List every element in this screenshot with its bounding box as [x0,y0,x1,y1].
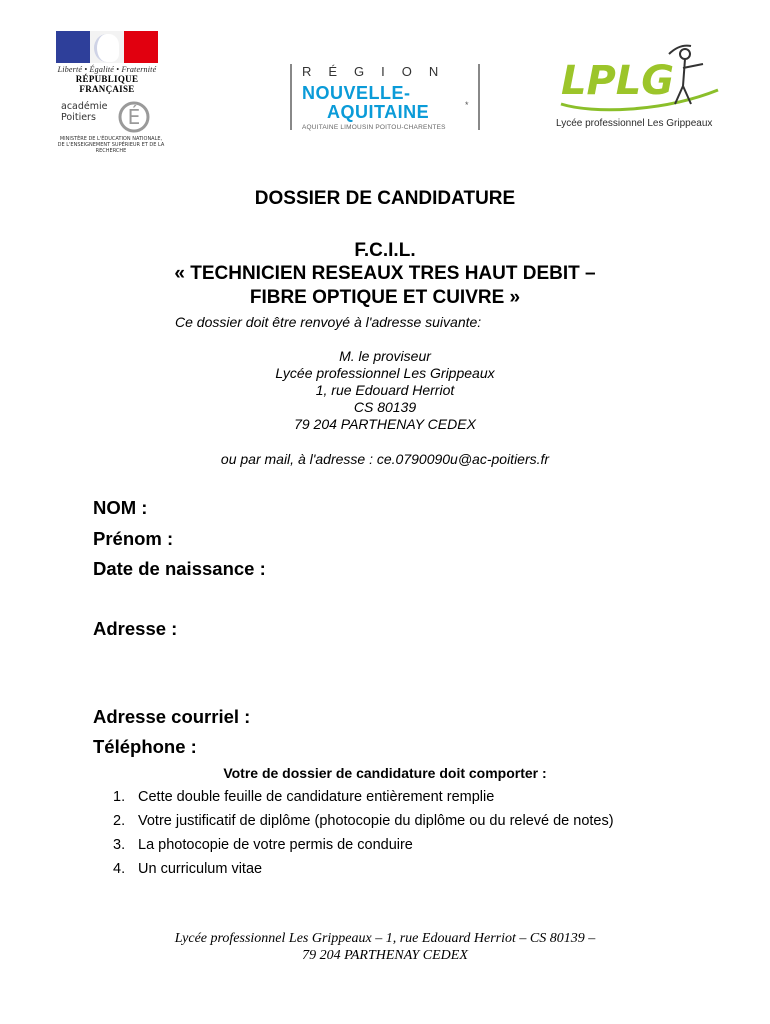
requirements-title: Votre de dossier de candidature doit comporter : [223,765,547,781]
region-nouvelle-aquitaine-logo [290,62,480,132]
lycee-initials: LPLG [561,58,675,104]
region-star: * [465,100,469,110]
email-line: ou par mail, à l'adresse : ce.0790090u@ac-poitiers.fr [220,451,550,467]
lycee-caption: Lycée professionnel Les Grippeaux [556,118,713,129]
republique-francaise-logo [55,31,159,94]
lplg-logo-icon [553,42,728,118]
svg-text:É: É [127,105,141,129]
program-title-line1: « TECHNICIEN RESEAUX TRES HAUT DEBIT – [174,263,596,284]
footer-line2: 79 204 PARTHENAY CEDEX [302,948,468,963]
requirements-list [113,788,614,884]
list-item: 2. Votre justificatif de diplôme (photocopie du diplôme ou du relevé de notes) [113,813,614,829]
lycee-grippeaux-logo [553,42,728,134]
program-code: F.C.I.L. [354,240,416,261]
field-adresse-label: Adresse : [93,618,178,639]
field-courriel-label: Adresse courriel : [93,706,251,727]
field-nom-label: NOM : [93,497,148,518]
region-label: RÉGION [302,64,456,79]
document-title: DOSSIER DE CANDIDATURE [254,188,516,209]
list-item: 1. Cette double feuille de candidature entièrement remplie [113,789,495,805]
academie-poitiers-logo [55,95,165,160]
academie-e-icon [118,95,150,135]
list-item: 4. Un curriculum vitae [113,861,263,877]
academie-label: académie [61,101,108,112]
region-name-line2: AQUITAINE [327,102,430,122]
field-date-naissance-label: Date de naissance : [93,558,266,579]
republique-name: RÉPUBLIQUE FRANÇAISE [75,74,139,94]
marianne-flag-icon [56,31,158,63]
address-line: 1, rue Edouard Herriot [315,382,455,398]
field-prenom-label: Prénom : [93,528,174,549]
field-telephone-label: Téléphone : [93,736,197,757]
region-name-line1: NOUVELLE- [302,83,411,103]
address-line: Lycée professionnel Les Grippeaux [275,365,495,381]
region-subtitle: AQUITAINE LIMOUSIN POITOU-CHARENTES [302,124,446,131]
footer [0,930,770,964]
republique-motto: Liberté • Égalité • Fraternité [57,65,157,74]
ministere-text: MINISTÈRE DE L'ÉDUCATION NATIONALE, DE L'ENSEIGNEMENT SUPÉRIEUR ET DE LA RECHERCHE [57,136,165,154]
intro-text: Ce dossier doit être renvoyé à l'adresse suivante: [175,314,482,330]
address-line: 79 204 PARTHENAY CEDEX [294,416,476,432]
program-title-line2: FIBRE OPTIQUE ET CUIVRE » [249,287,521,308]
academie-city: Poitiers [61,112,96,123]
list-item: 3. La photocopie de votre permis de conduire [113,837,413,853]
footer-line1: Lycée professionnel Les Grippeaux – 1, rue Edouard Herriot – CS 80139 – [174,931,596,946]
address-line: M. le proviseur [339,348,431,364]
address-line: CS 80139 [353,399,417,415]
